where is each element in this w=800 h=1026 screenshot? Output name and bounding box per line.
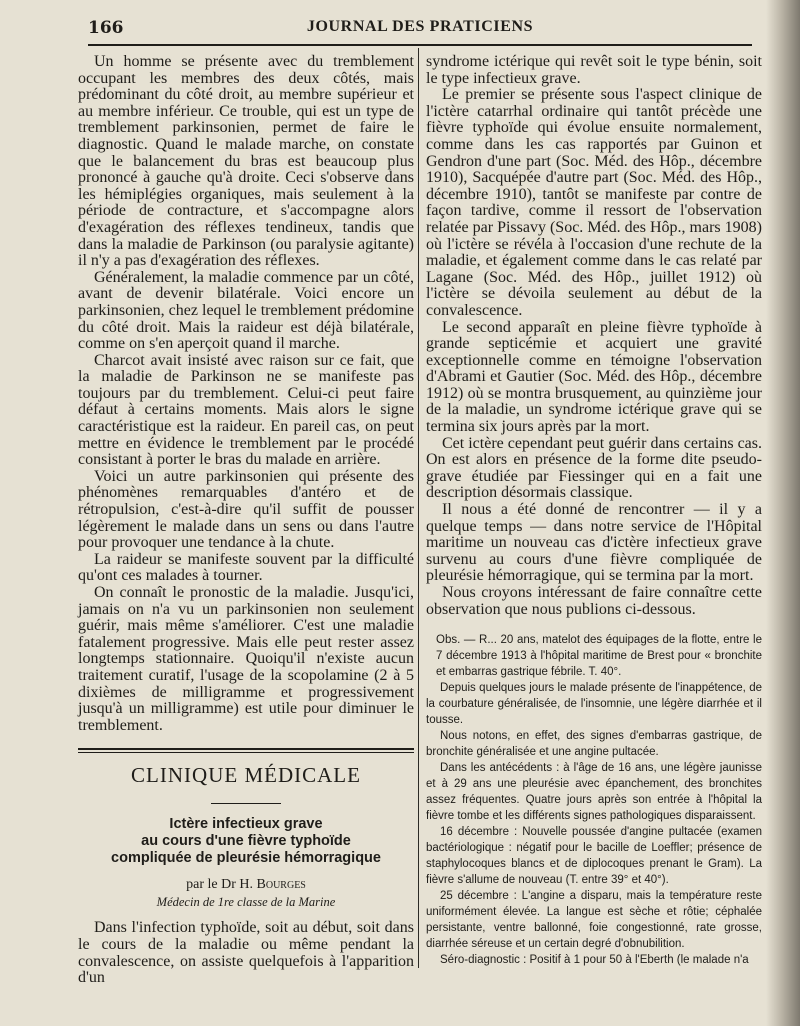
observation-paragraph: 25 décembre : L'angine a disparu, mais la température reste uniformément élevée. La langue est sèche et rôtie; céphalée persistante, ventre ballonné, foie congestionné, rate grosse, diarrhée séreuse et un certain degré d'obnubilition. [426, 890, 762, 951]
page-gutter-shadow [766, 0, 800, 1026]
section-heading-block [78, 748, 414, 910]
observation-paragraph: Nous notons, en effet, des signes d'embarras gastrique, de bronchite généralisée et une angine pultacée. [426, 730, 762, 759]
paragraph: syndrome ictérique qui revêt soit le type bénin, soit le type infectieux grave. [426, 53, 762, 87]
observation-paragraph: Depuis quelques jours le malade présente de l'inappétence, de la courbature généralisée, de l'insomnie, une légère diarrhée et il tousse. [426, 682, 762, 727]
paragraph: La raideur se manifeste souvent par la difficulté qu'ont ces malades à tourner. [78, 550, 414, 585]
paragraph: Il nous a été donné de rencontrer — il y a quelque temps — dans notre service de l'Hôpital maritime un nouveau cas d'ictère infectieux grave survenu au cours d'une fièvre compliquée de pleurésie hémorragique, qui se termina par la mort. [426, 501, 762, 585]
paragraph: Cet ictère cependant peut guérir dans certains cas. On est alors en présence de la forme dite pseudo-grave étudiée par Fiessinger qui en a fait une description désormais classique. [426, 434, 762, 502]
observation-block [426, 632, 762, 968]
article-title [78, 816, 414, 867]
section-title: CLINIQUE MÉDICALE [131, 763, 361, 788]
author-line [78, 875, 414, 894]
right-column [426, 54, 762, 968]
article-title-line: au cours d'une fièvre typhoïde [141, 833, 351, 850]
section-rule [78, 748, 414, 753]
right-body [426, 54, 762, 618]
paragraph: Nous croyons intéressant de faire connaître cette observation que nous publions ci-dessous. [426, 584, 762, 618]
article-intro [78, 920, 414, 986]
paragraph: Voici un autre parkinsonien qui présente des phénomènes remarquables d'antéro et de rétropulsion, c'est-à-dire qu'il suffit de pousser légèrement le malade dans un sens ou dans l'autre pour provoquer une tendance à la chute. [78, 467, 414, 552]
left-body [78, 54, 414, 734]
header-rule [88, 44, 752, 46]
running-title: JOURNAL DES PRATICIENS [306, 18, 534, 35]
title-rule [211, 803, 281, 804]
observation-paragraph: 16 décembre : Nouvelle poussée d'angine pultacée (examen bactériologique : négatif pour le bacille de Loeffler; présence de staphylocoques blancs et de diplocoques prenant le Gram). La fièvre s'allume de nouveau (T. entre 39° et 40°). [426, 826, 762, 887]
paragraph: On connaît le pronostic de la maladie. Jusqu'ici, jamais on n'a vu un parkinsonien non seulement guérir, mais même s'améliorer. C'est une maladie fatalement progressive. Mais elle peut rester assez longtemps stationnaire. Quoiqu'il n'existe aucun traitement curatif, l'usage de la scopolamine (2 à 5 dixièmes de milligramme et progressivement jusqu'à un milligramme) est utile pour diminuer le tremblement. [78, 584, 414, 734]
left-column [78, 54, 414, 987]
author-name: Bourges [256, 877, 306, 893]
author-prefix: par le Dr H. [186, 877, 254, 893]
paragraph: Le premier se présente sous l'aspect clinique de l'ictère catarrhal ordinaire qui tantôt précède une fièvre typhoïde qui évolue ensuite normalement, comme dans les cas rapportés par Guinon et Gendron d'une part (Soc. Méd. des Hôp., décembre 1910), Sacquépée d'autre part (Soc. Méd. des Hôp., décembre 1910), tantôt se manifeste par contre de façon tardive, comme il ressort de l'observation relatée par Pissavy (Soc. Méd. des Hôp., mars 1908) où l'ictère se révéla à l'occasion d'une rechute de la maladie, et également comme dans le cas relaté par Lagane (Soc. Méd. des Hôp., juillet 1912) où l'ictère se dévoila seulement au début de la convalescence. [426, 86, 762, 319]
author-affiliation: Médecin de 1re classe de la Marine [156, 895, 336, 910]
observation-paragraph: Dans les antécédents : à l'âge de 16 ans, une légère jaunisse et à 29 ans une pleurésie avec épanchement, des bronchites assez fréquentes. Quatre jours après son entrée à l'hôpital la fièvre tombe et les différents signes pathologiques disparaissent. [426, 762, 762, 823]
paragraph: Dans l'infection typhoïde, soit au début, soit dans le cours de la maladie ou même pendant la convalescence, on assiste quelquefois à l'apparition d'un [78, 919, 414, 987]
paragraph: Le second apparaît en pleine fièvre typhoïde à grande septicémie et acquiert une gravité exceptionnelle comme en témoigne l'observation d'Abrami et Gautier (Soc. Méd. des Hôp., décembre 1912) où se montra brusquement, au quinzième jour de la maladie, un syndrome ictérique grave qui se termina six jours après par la mort. [426, 318, 762, 436]
paragraph: Un homme se présente avec du tremblement occupant les membres des deux côtés, mais prédominant du côté droit, au membre supérieur et au membre inférieur. Ce trouble, qui est un type de tremblement parkinsonien, permet de faire le diagnostic. Quand le malade marche, on constate que le balancement du bras est beaucoup plus prononcé à gauche qu'à droite. Ceci s'observe dans les hémiplégies organiques, mais seulement à la période de contracture, et s'accompagne alors d'exagération des réflexes tendineux, tandis que dans la maladie de Parkinson (ou paralysie agitante) il n'y a pas d'exagération des réflexes. [78, 53, 414, 270]
observation-paragraph: Séro-diagnostic : Positif à 1 pour 50 à l'Eberth (le malade n'a [440, 954, 749, 967]
article-title-line: Ictère infectieux grave [169, 816, 323, 833]
page-header [88, 14, 752, 44]
article-title-line: compliquée de pleurésie hémorragique [111, 850, 381, 867]
observation-paragraph: Obs. — R... 20 ans, matelot des équipages de la flotte, entre le 7 décembre 1913 à l'hôpital maritime de Brest pour « bronchite et embarras gastrique fébrile. T. 40°. [436, 634, 762, 679]
paragraph: Généralement, la maladie commence par un côté, avant de devenir bilatérale. Voici encore un parkinsonien, chez lequel le tremblement prédomine du côté droit. Mais la raideur est déjà bilatérale, comme on s'en aperçoit quand il marche. [78, 268, 414, 353]
page-number: 166 [88, 18, 124, 38]
paragraph: Charcot avait insisté avec raison sur ce fait, que la maladie de Parkinson ne se manifeste pas toujours par du tremblement. Celui-ci peut faire défaut à certains moments. Mais alors le signe caractéristique est la raideur. En pareil cas, on peut mettre en évidence le tremblement par le procédé consistant à porter le bras du malade en arrière. [78, 351, 414, 469]
column-divider [418, 48, 419, 968]
